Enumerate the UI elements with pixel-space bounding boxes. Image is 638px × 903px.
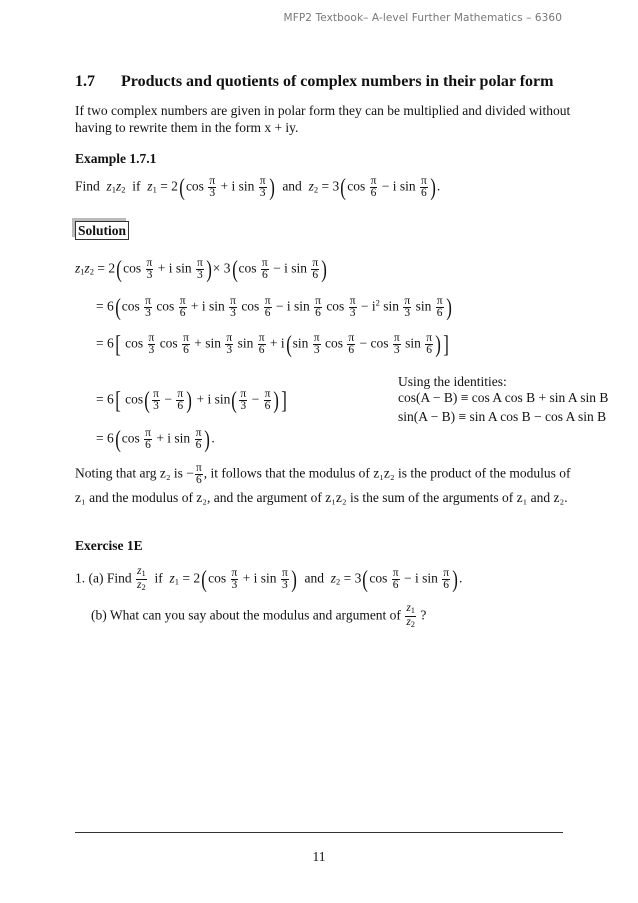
section-title: Products and quotients of complex numbers in their polar form	[121, 73, 554, 90]
working-line-3: = 6[ cos $\frac{\pi}{3}$ cos $\frac{\pi}{6}$ + sin $\frac{\pi}{3}$ sin $\frac{\pi}{6}$ + i(sin $\frac{\pi}{3}$ cos $\frac{\pi}{6}$ − cos $\frac{\pi}{3}$ sin $\frac{\pi}{6}$ )]	[96, 331, 449, 358]
intro-line-1: If two complex numbers are given in polar form they can be multiplied and divided without	[75, 103, 571, 118]
noting-line-2: z₁ and the modulus of z₂, and the argument of z₁z₂ is the sum of the arguments of z₁ and z₂.	[75, 490, 568, 505]
identity-cos: cos(A − B) ≡ cos A cos B + sin A sin B	[398, 390, 609, 405]
identities-heading: Using the identities:	[398, 374, 507, 389]
intro-line-2: having to rewrite them in the form x + iy.	[75, 120, 299, 135]
section-heading	[75, 73, 553, 91]
working-line-1: $z_1z_2 = 2(\cos$ $\frac{\pi}{3}$ + i sin $\frac{\pi}{3}$ )× 3(cos $\frac{\pi}{6}$ − i sin $\frac{\pi}{6}$ )	[75, 256, 327, 283]
working-line-5: = 6(cos $\frac{\pi}{6}$ + i sin $\frac{\pi}{6}$ ).	[96, 426, 215, 453]
solution-label: Solution	[75, 221, 129, 240]
example-title: Example 1.7.1	[75, 151, 157, 166]
identity-sin: sin(A − B) ≡ sin A cos B − cos A sin B	[398, 409, 607, 424]
exercise-part-a: 1. (a) Find $\frac{z_1}{z_2}$ if $z_1 = 2(\cos$ $\frac{\pi}{3}$ + i sin $\frac{\pi}{3}$ ) and $z_2 = 3(\cos$ $\frac{\pi}{6}$ − i sin $\frac{\pi}{6}$ ).	[75, 565, 463, 593]
working-line-4: = 6[ cos( $\frac{\pi}{3}$ − $\frac{\pi}{6}$ ) + i sin( $\frac{\pi}{3}$ − $\frac{\pi}{6}$ ) ]	[96, 387, 288, 414]
page-number: 11	[312, 849, 326, 864]
example-statement: Find $z_1z_2$ if $z_1 = 2(\cos$ $\frac{\pi}{3}$ + i sin $\frac{\pi}{3}$ ) and $z_2 = 3(\cos$ $\frac{\pi}{6}$ − i sin $\frac{\pi}{6}$ ).	[75, 174, 441, 201]
working-line-2: = 6(cos $\frac{\pi}{3}$ cos $\frac{\pi}{6}$ + i sin $\frac{\pi}{3}$ cos $\frac{\pi}{6}$ − i sin $\frac{\pi}{6}$ cos $\frac{\pi}{3}$ − $i^2$ sin $\frac{\pi}{3}$ sin $\frac{\pi}{6}$ )	[96, 294, 452, 321]
exercise-title: Exercise 1E	[75, 538, 143, 553]
noting-line-1: Noting that arg z₂ is − $\frac{\pi}{6}$ , it follows that the modulus of z₁z₂ is the product of the modulus of	[75, 462, 571, 486]
exercise-part-b: (b) What can you say about the modulus and argument of $\frac{z_1}{z_2}$ ?	[91, 602, 427, 629]
running-header: MFP2 Textbook– A-level Further Mathematics – 6360	[283, 12, 562, 24]
section-number: 1.7	[75, 73, 95, 90]
find-word: Find	[75, 178, 100, 194]
footer-rule	[75, 832, 563, 833]
